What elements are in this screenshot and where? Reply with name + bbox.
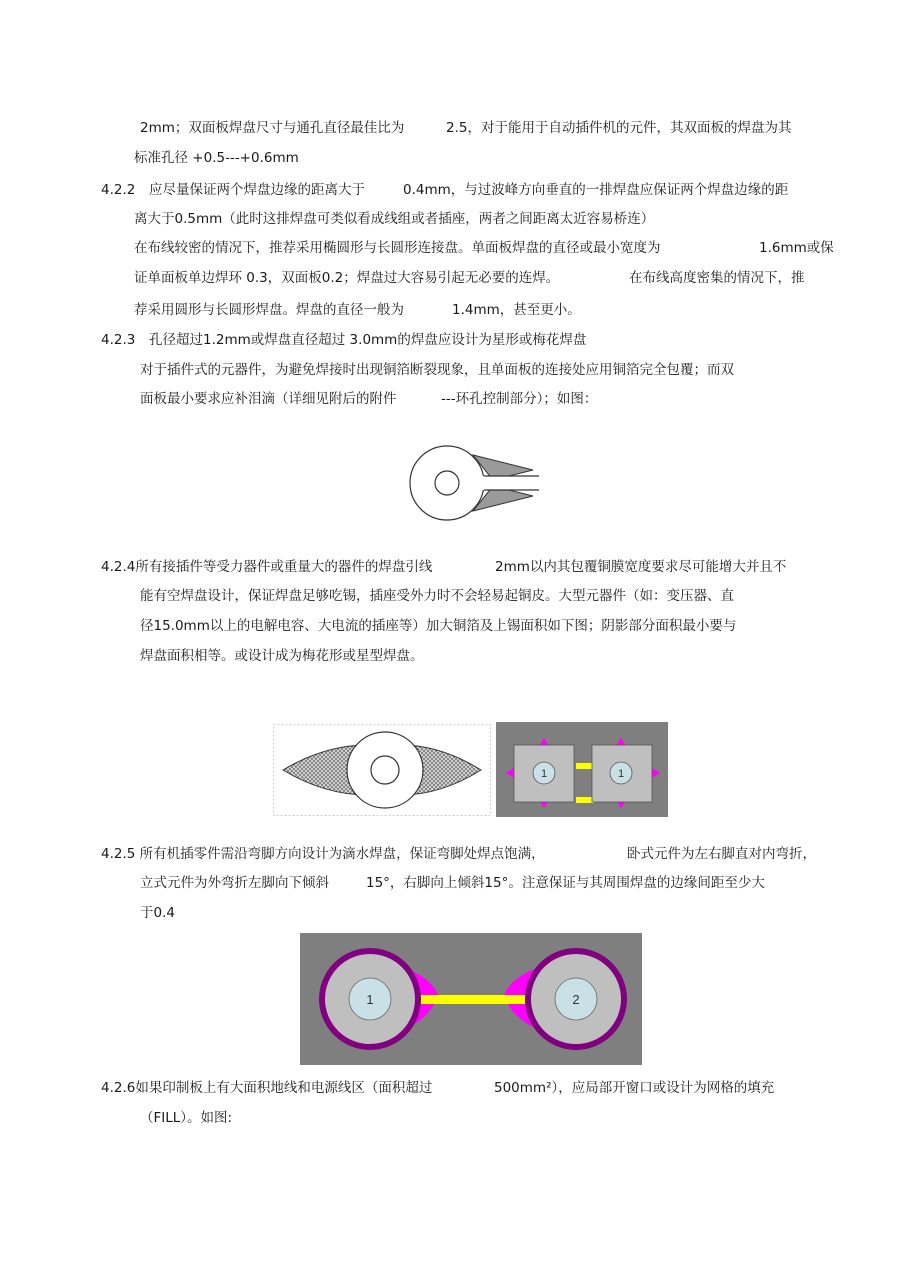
section-4-2-3-number: 4.2.3 <box>101 332 136 348</box>
p0-line1-a: 2mm；双面板焊盘尺寸与通孔直径最佳比为 <box>140 120 405 136</box>
s424-line4: 焊盘面积相等。或设计成为梅花形或星型焊盘。 <box>140 648 424 664</box>
s422-line3-a: 在布线较密的情况下，推荐采用椭圆形与长圆形连接盘。单面板焊盘的直径或最小宽度为 <box>134 240 661 256</box>
s423-line2: 对于插件式的元器件，为避免焊接时出现铜箔断裂现象，且单面板的连接处应用铜箔完全包覆；而双 <box>140 362 734 378</box>
trace-bottom <box>576 797 594 803</box>
teardrop-pad-figure <box>405 440 540 526</box>
square-pads-figure <box>496 722 668 817</box>
p0-line2: 标准孔径 +0.5---+0.6mm <box>134 150 299 166</box>
s425-line3: 于0.4 <box>140 905 175 921</box>
section-4-2-2-number: 4.2.2 <box>101 182 136 198</box>
s423-line3-a: 面板最小要求应补泪滴（详细见附后的附件 <box>140 391 397 407</box>
s425-line2-a: 立式元件为外弯折左脚向下倾斜 <box>140 875 329 891</box>
s422-line5-b: 1.4mm，甚至更小。 <box>452 302 581 318</box>
eye-shaped-pad-figure <box>273 724 491 816</box>
s426-line1-b: 500mm²），应局部开窗口或设计为网格的填充 <box>494 1080 775 1096</box>
s422-line1-b: 0.4mm，与过波峰方向垂直的一排焊盘应保证两个焊盘边缘的距 <box>403 182 789 198</box>
s422-line5-a: 荐采用圆形与长圆形焊盘。焊盘的直径一般为 <box>134 302 404 318</box>
s424-line2: 能有空焊盘设计，保证焊盘足够吃锡，插座受外力时不会轻易起铜皮。大型元器件（如：变压器、直 <box>140 588 734 604</box>
trace <box>410 995 532 1004</box>
pad-label-1: 1 <box>366 992 374 1007</box>
pad-label-left: 1 <box>540 768 548 780</box>
s422-line4-a: 证单面板单边焊环 0.3，双面板0.2；焊盘过大容易引起无必要的连焊。 <box>134 270 560 286</box>
s423-line1: 孔径超过1.2mm或焊盘直径超过 3.0mm的焊盘应设计为星形或梅花焊盘 <box>149 332 587 348</box>
s422-line1-a: 应尽量保证两个焊盘边缘的距离大于 <box>149 182 365 198</box>
pad-label-right: 1 <box>617 768 625 780</box>
s425-line1-a: 4.2.5 所有机插零件需沿弯脚方向设计为滴水焊盘，保证弯脚处焊点饱满， <box>101 846 545 862</box>
p0-line1-b: 2.5，对于能用于自动插件机的元件，其双面板的焊盘为其 <box>446 120 792 136</box>
s422-line4-b: 在布线高度密集的情况下，推 <box>629 270 805 286</box>
large-pad-hole <box>371 756 399 784</box>
s425-line1-b: 卧式元件为左右脚直对内弯折， <box>627 846 816 862</box>
teardrop-pads-pcb-figure <box>300 933 642 1065</box>
s425-line2-b: 15°，右脚向上倾斜15°。注意保证与其周围焊盘的边缘间距至少大 <box>366 875 765 891</box>
s422-line3-b: 1.6mm或保 <box>759 240 834 256</box>
pad-label-2: 2 <box>572 992 580 1007</box>
s424-line1-a: 4.2.4所有接插件等受力器件或重量大的器件的焊盘引线 <box>101 559 433 575</box>
s423-line3-b: ---环孔控制部分）；如图： <box>441 391 598 407</box>
s426-line1-a: 4.2.6如果印制板上有大面积地线和电源线区（面积超过 <box>101 1080 433 1096</box>
s426-line2: （FILL）。如图: <box>140 1110 233 1126</box>
pad-hole <box>435 471 459 495</box>
s424-line1-b: 2mm以内其包覆铜膜宽度要求尽可能增大并且不 <box>495 559 787 575</box>
trace-cover <box>477 476 539 490</box>
s424-line3: 径15.0mm以上的电解电容、大电流的插座等）加大铜箔及上锡面积如下图；阴影部分面积最小要与 <box>140 618 737 634</box>
trace-top <box>576 763 594 769</box>
s422-line2: 离大于0.5mm（此时这排焊盘可类似看成线组或者插座，两者之间距离太近容易桥连） <box>134 211 655 227</box>
